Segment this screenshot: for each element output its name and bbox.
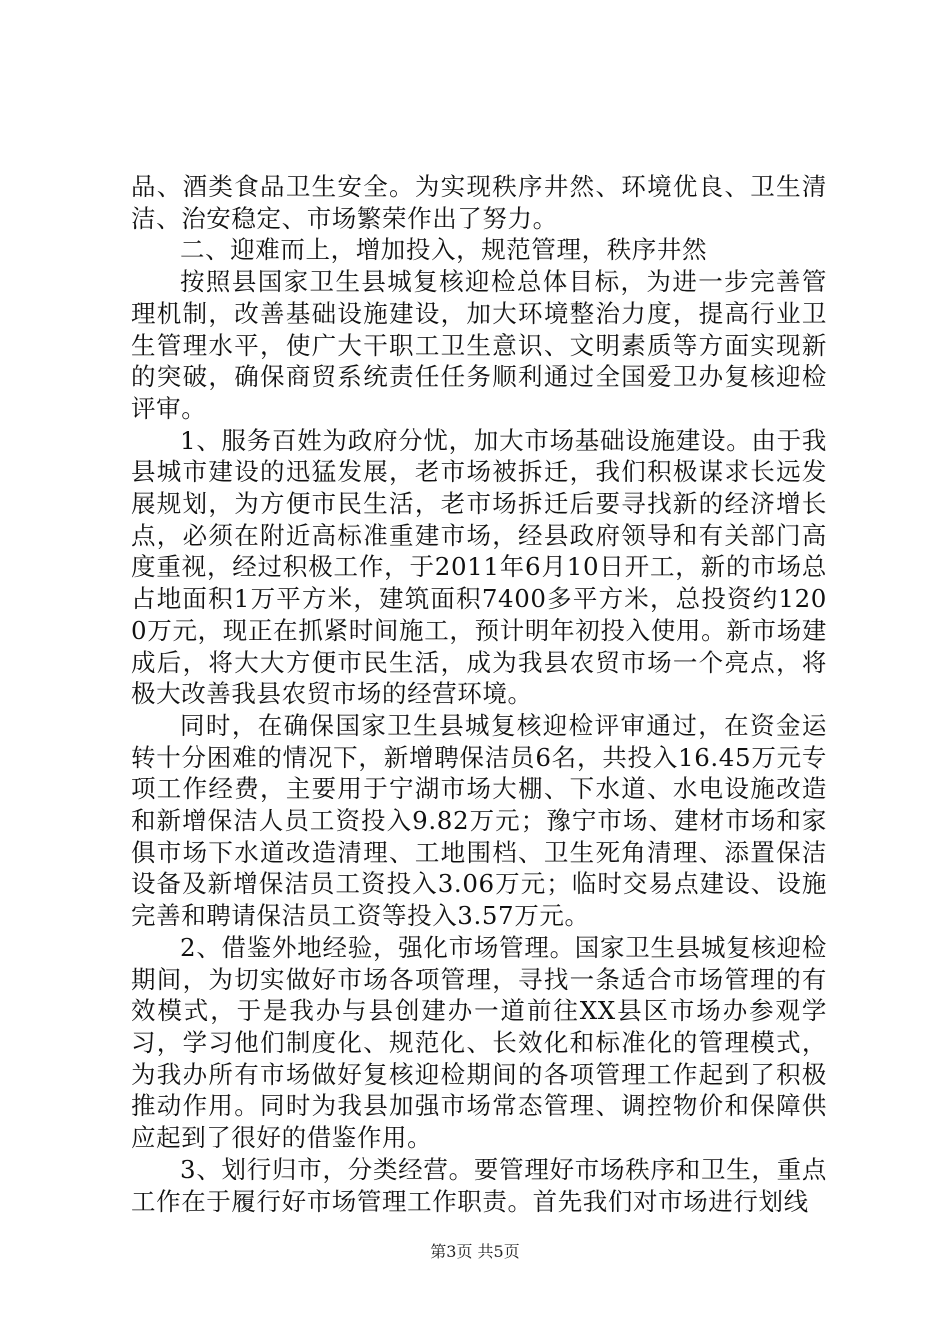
paragraph-continuation: 品、酒类食品卫生安全。为实现秩序井然、环境优良、卫生清洁、治安稳定、市场繁荣作出了努力。	[131, 172, 827, 233]
paragraph-overview: 按照县国家卫生县城复核迎检总体目标，为进一步完善管理机制，改善基础设施建设，加大环境整治力度，提高行业卫生管理水平，使广大干职工卫生意识、文明素质等方面实现新的突破，确保商贸系统责任任务顺利通过全国爱卫办复核迎检评审。	[131, 267, 827, 423]
paragraph-item-2: 2、借鉴外地经验，强化市场管理。国家卫生县城复核迎检期间，为切实做好市场各项管理，寻找一条适合市场管理的有效模式，于是我办与县创建办一道前往XX县区市场办参观学习，学习他们制度化、规范化、长效化和标准化的管理模式，为我办所有市场做好复核迎检期间的各项管理工作起到了积极推动作用。同时为我县加强市场常态管理、调控物价和保障供应起到了很好的借鉴作用。	[131, 932, 827, 1153]
paragraph-funding: 同时，在确保国家卫生县城复核迎检评审通过，在资金运转十分困难的情况下，新增聘保洁员6名，共投入16.45万元专项工作经费，主要用于宁湖市场大棚、下水道、水电设施改造和新增保洁人员工资投入9.82万元；豫宁市场、建材市场和家俱市场下水道改造清理、工地围档、卫生死角清理、添置保洁设备及新增保洁员工资投入3.06万元；临时交易点建设、设施完善和聘请保洁员工资等投入3.57万元。	[131, 710, 827, 931]
paragraph-item-1: 1、服务百姓为政府分忧，加大市场基础设施建设。由于我县城市建设的迅猛发展，老市场被拆迁，我们积极谋求长远发展规划，为方便市民生活，老市场拆迁后要寻找新的经济增长点，必须在附近高标准重建市场，经县政府领导和有关部门高度重视，经过积极工作，于2011年6月10日开工，新的市场总占地面积1万平方米，建筑面积7400多平方米，总投资约1200万元，现正在抓紧时间施工，预计明年初投入使用。新市场建成后，将大大方便市民生活，成为我县农贸市场一个亮点，将极大改善我县农贸市场的经营环境。	[131, 425, 827, 709]
document-body	[131, 171, 827, 1217]
section-heading: 二、迎难而上，增加投入，规范管理，秩序井然	[180, 235, 708, 265]
paragraph-item-3: 3、划行归市，分类经营。要管理好市场秩序和卫生，重点工作在于履行好市场管理工作职责。首先我们对市场进行划线	[131, 1154, 827, 1216]
page-number-footer: 第3页 共5页	[430, 1242, 520, 1261]
